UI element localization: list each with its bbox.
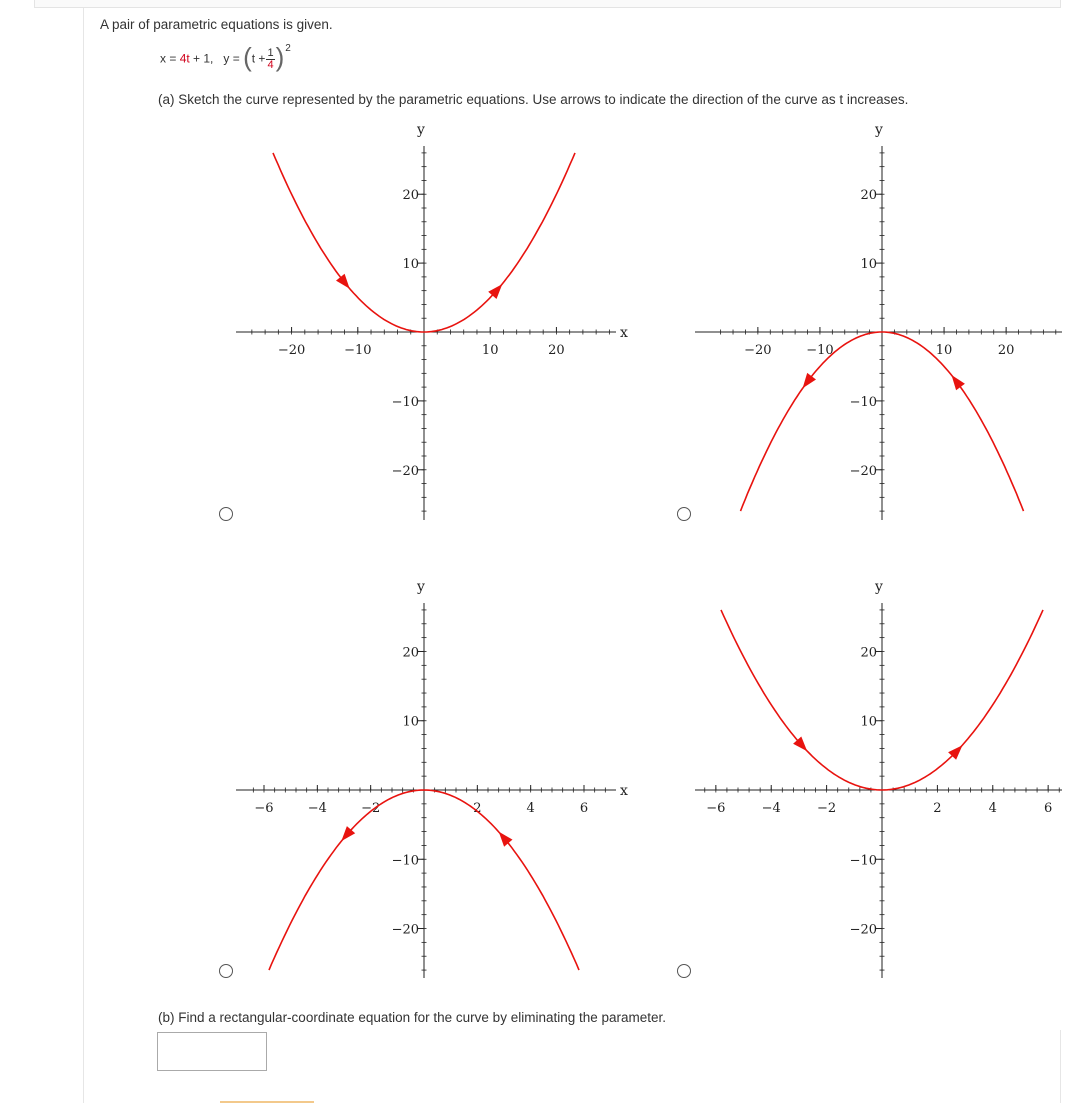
fraction-denominator: 4 — [267, 59, 274, 71]
chart-a-x-tick-label: 10 — [481, 343, 499, 358]
radio-option-b[interactable] — [677, 507, 691, 521]
chart-b-x-tick-label: −20 — [744, 343, 772, 358]
fraction-numerator: 1 — [267, 47, 274, 59]
chart-b-direction-arrow — [952, 375, 965, 390]
x-prefix: x = — [160, 51, 180, 66]
chart-d-x-tick-label: 4 — [988, 801, 997, 816]
chart-c-y-tick-label: −10 — [391, 853, 419, 869]
chart-d-x-tick-label: 2 — [933, 801, 942, 816]
y-var: t + — [251, 51, 266, 66]
chart-c-y-tick-label: 10 — [402, 714, 419, 730]
chart-d-x-tick-label: −6 — [706, 801, 726, 816]
parametric-equations: x = 4t + 1, y = (t + $\frac{1}{4}$ )$^2$ — [160, 42, 291, 72]
answer-input[interactable] — [157, 1032, 267, 1071]
chart-b-x-tick-label: 20 — [997, 343, 1015, 358]
part-a-prompt: (a) Sketch the curve represented by the parametric equations. Use arrows to indicate the direction of the curve as t increases. — [158, 92, 909, 107]
chart-b-x-tick-label: 10 — [935, 343, 953, 358]
chart-a-x-tick-label: −20 — [277, 343, 306, 358]
chart-d-y-tick-label: 20 — [860, 645, 877, 661]
y-prefix: y = — [223, 51, 244, 66]
chart-a-y-label: y — [417, 122, 425, 138]
radio-option-d[interactable] — [677, 964, 691, 978]
chart-d-y-tick-label: 10 — [860, 714, 877, 730]
problem-intro: A pair of parametric equations is given. — [100, 17, 333, 32]
chart-d-x-tick-label: −2 — [817, 801, 837, 816]
chart-c-y-label: y — [417, 579, 425, 595]
chart-d-y-label: y — [875, 579, 883, 595]
chart-b-y-tick-label: 10 — [860, 257, 877, 273]
chart-c-x-tick-label: −2 — [361, 801, 381, 816]
chart-b-y-label: y — [875, 122, 883, 138]
chart-a-direction-arrow — [336, 274, 350, 289]
chart-a-x-tick-label: 20 — [548, 343, 565, 358]
chart-b-y-tick-label: −10 — [849, 394, 877, 410]
chart-b-y-tick-label: 20 — [860, 188, 877, 204]
chart-c-x-label: x — [620, 783, 628, 799]
chart-c-x-tick-label: 4 — [526, 801, 535, 816]
chart-c-x-tick-label: 6 — [579, 801, 589, 816]
chart-c-x-tick-label: −6 — [254, 801, 274, 816]
chart-a-y-tick-label: 20 — [402, 188, 419, 204]
chart-c-direction-arrow — [499, 832, 513, 847]
x-rest: + 1, — [189, 51, 214, 66]
chart-c-x-tick-label: −4 — [307, 801, 327, 816]
x-coefficient: 4t — [179, 51, 190, 66]
chart-d-x-tick-label: 6 — [1044, 801, 1053, 816]
chart-b-y-tick-label: −20 — [849, 463, 877, 479]
chart-d-x-tick-label: −4 — [761, 801, 781, 816]
chart-b-x-tick-label: −10 — [806, 343, 834, 358]
chart-b-direction-arrow — [803, 373, 816, 388]
exponent: 2 — [285, 42, 291, 54]
chart-c-y-tick-label: −20 — [391, 922, 419, 938]
chart-a-y-tick-label: −20 — [391, 463, 419, 479]
chart-a-x-tick-label: −10 — [344, 343, 372, 358]
chart-c-y-tick-label: 20 — [402, 645, 419, 661]
chart-d-y-tick-label: −20 — [849, 922, 877, 938]
radio-option-c[interactable] — [219, 964, 233, 978]
chart-a-y-tick-label: −10 — [391, 394, 419, 410]
chart-a-y-tick-label: 10 — [402, 257, 419, 273]
chart-a-x-label: x — [620, 325, 628, 341]
chart-d-y-tick-label: −10 — [849, 853, 877, 869]
right-rule — [1060, 1030, 1061, 1103]
part-b-prompt: (b) Find a rectangular-coordinate equation for the curve by eliminating the parameter. — [158, 1010, 667, 1025]
radio-option-a[interactable] — [219, 507, 233, 521]
chart-c-x-tick-label: 2 — [473, 801, 482, 816]
